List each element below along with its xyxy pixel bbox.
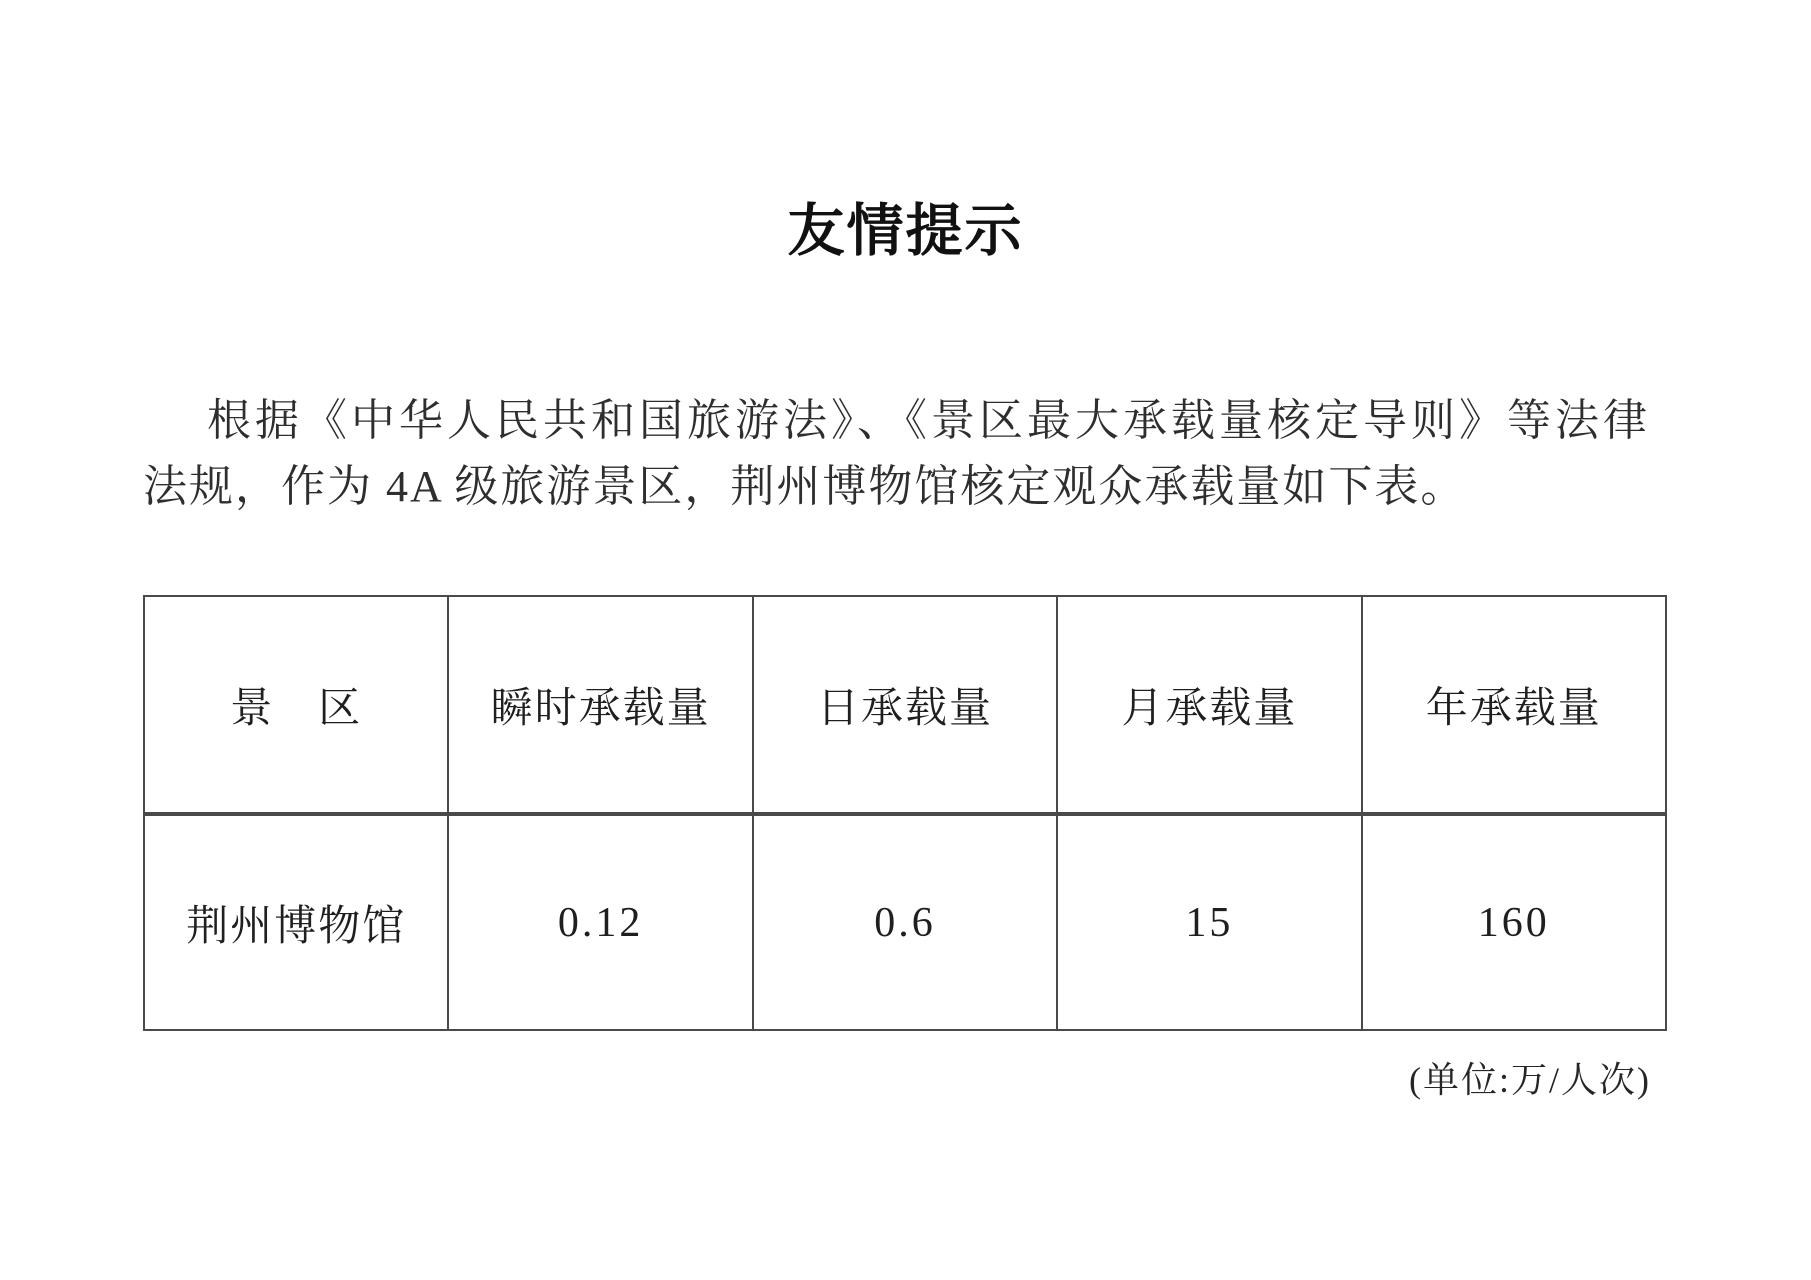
- header-cell-yearly-capacity: 年承载量: [1362, 596, 1666, 814]
- cell-daily-capacity-value: 0.6: [753, 814, 1057, 1030]
- capacity-table: [143, 595, 1667, 1031]
- cell-instant-capacity-value: 0.12: [448, 814, 752, 1030]
- header-cell-scenic-area: 景 区: [144, 596, 448, 814]
- table-header-row: [144, 596, 1666, 814]
- intro-paragraph: [143, 388, 1667, 520]
- capacity-table-header: [144, 596, 1666, 814]
- header-cell-monthly-capacity: 月承载量: [1057, 596, 1361, 814]
- header-cell-daily-capacity: 日承载量: [753, 596, 1057, 814]
- page-title: 友情提示: [787, 200, 1024, 263]
- cell-yearly-capacity-value: 160: [1362, 814, 1666, 1030]
- header-cell-instant-capacity: 瞬时承载量: [448, 596, 752, 814]
- capacity-table-body: [144, 814, 1666, 1030]
- unit-note: (单位:万/人次): [1409, 1060, 1651, 1100]
- intro-paragraph-line-1: 根据《中华人民共和国旅游法》、《景区最大承载量核定导则》等法律: [207, 396, 1651, 445]
- cell-monthly-capacity-value: 15: [1057, 814, 1361, 1030]
- cell-scenic-area-name: 荆州博物馆: [144, 814, 448, 1030]
- table-row: [144, 814, 1666, 1030]
- intro-paragraph-line-2: 法规，作为 4A 级旅游景区，荆州博物馆核定观众承载量如下表。: [143, 462, 1467, 511]
